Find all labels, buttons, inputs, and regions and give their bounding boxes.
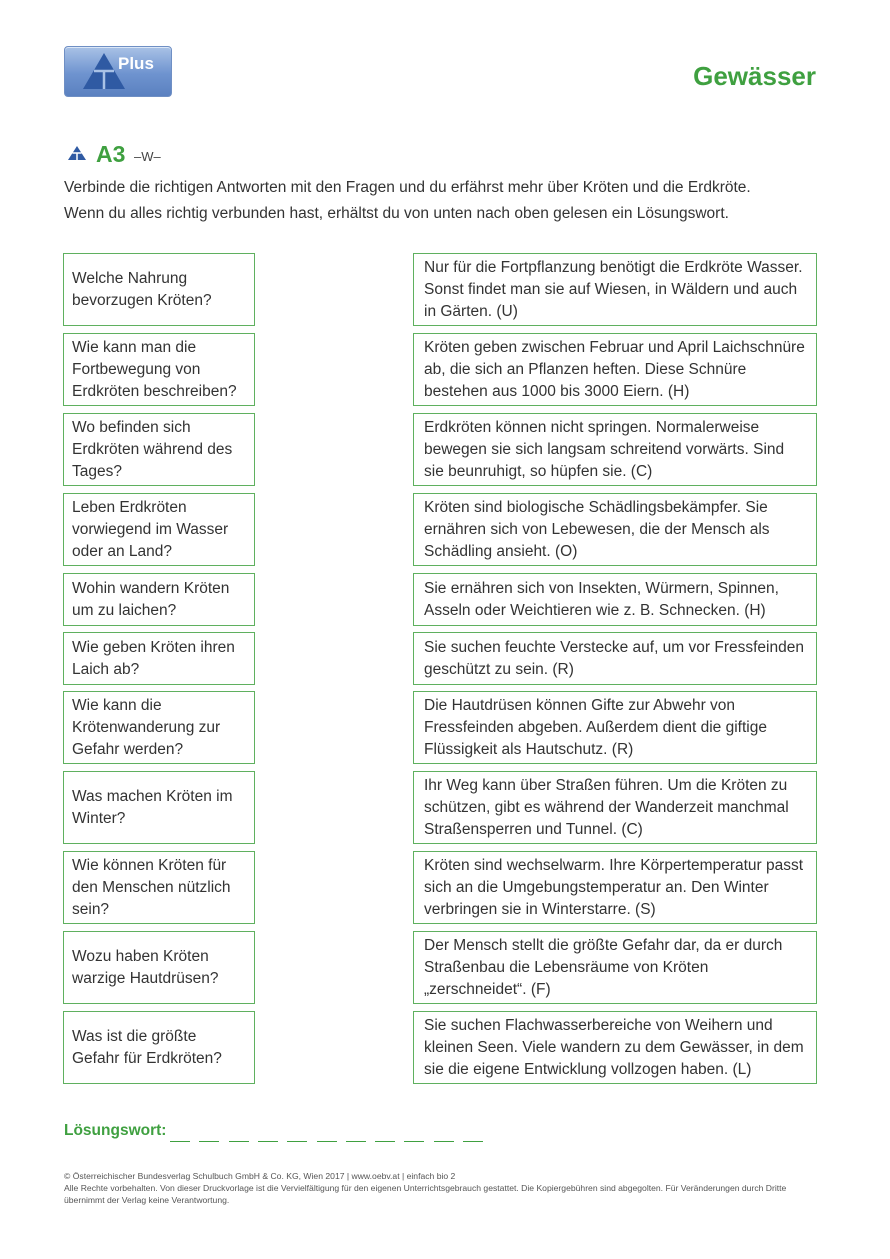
answer-box[interactable]: Erdkröten können nicht springen. Normalerweise bewegen sie sich langsam schreitend vorwärts. Sind sie beunruhigt, so hüpfen sie. (C)	[413, 413, 817, 486]
pyramid-icon	[68, 146, 86, 160]
answer-box[interactable]: Ihr Weg kann über Straßen führen. Um die Kröten zu schützen, gibt es während der Wanderzeit manchmal Straßensperren und Tunnel. (C)	[413, 771, 817, 844]
answer-box[interactable]: Die Hautdrüsen können Gifte zur Abwehr von Fressfeinden abgeben. Außerdem dient die giftige Flüssigkeit als Hautschutz. (R)	[413, 691, 817, 764]
question-box[interactable]: Wie kann die Krötenwanderung zur Gefahr werden?	[63, 691, 255, 764]
solution-blank[interactable]	[463, 1141, 483, 1142]
plus-logo	[64, 46, 172, 97]
question-box[interactable]: Wie kann man die Fortbewegung von Erdkröten beschreiben?	[63, 333, 255, 406]
footer	[64, 1170, 804, 1206]
question-box[interactable]: Wo befinden sich Erdkröten während des Tages?	[63, 413, 255, 486]
task-number: A3	[96, 141, 126, 167]
solution-blank[interactable]	[258, 1141, 278, 1142]
solution-blank[interactable]	[346, 1141, 366, 1142]
instruction-line: Verbinde die richtigen Antworten mit den Fragen und du erfährst mehr über Kröten und die Erdkröte.	[64, 179, 751, 196]
question-box[interactable]: Wozu haben Kröten warzige Hautdrüsen?	[63, 931, 255, 1004]
instruction-line: Wenn du alles richtig verbunden hast, erhältst du von unten nach oben gelesen ein Lösungswort.	[64, 205, 729, 222]
task-code: –W–	[134, 149, 161, 164]
question-box[interactable]: Wie können Kröten für den Menschen nützlich sein?	[63, 851, 255, 924]
task-instructions	[64, 175, 834, 227]
footer-copyright: © Österreichischer Bundesverlag Schulbuch GmbH & Co. KG, Wien 2017 | www.oebv.at | einfach bio 2	[64, 1171, 456, 1181]
answer-box[interactable]: Kröten geben zwischen Februar und April Laichschnüre ab, die sich an Pflanzen heften. Diese Schnüre bestehen aus 1000 bis 3000 Eiern. (H)	[413, 333, 817, 406]
solution-blank[interactable]	[229, 1141, 249, 1142]
question-box[interactable]: Was ist die größte Gefahr für Erdkröten?	[63, 1011, 255, 1084]
answer-box[interactable]: Sie suchen feuchte Verstecke auf, um vor Fressfeinden geschützt zu sein. (R)	[413, 632, 817, 685]
solution-blank[interactable]	[404, 1141, 424, 1142]
question-box[interactable]: Was machen Kröten im Winter?	[63, 771, 255, 844]
solution-blank[interactable]	[317, 1141, 337, 1142]
solution-blank[interactable]	[375, 1141, 395, 1142]
solution-label: Lösungswort:	[64, 1122, 167, 1139]
answer-box[interactable]: Der Mensch stellt die größte Gefahr dar, da er durch Straßenbau die Lebensräume von Kröten „zerschneidet“. (F)	[413, 931, 817, 1004]
question-box[interactable]: Leben Erdkröten vorwiegend im Wasser oder an Land?	[63, 493, 255, 566]
question-box[interactable]: Welche Nahrung bevorzugen Kröten?	[63, 253, 255, 326]
solution-blank[interactable]	[199, 1141, 219, 1142]
page-title: Gewässer	[693, 61, 816, 91]
solution-blank[interactable]	[287, 1141, 307, 1142]
solution-word	[64, 1122, 166, 1140]
logo-text: Plus	[118, 54, 154, 73]
answer-box[interactable]: Nur für die Fortpflanzung benötigt die Erdkröte Wasser. Sonst findet man sie auf Wiesen, in Wäldern und auch in Gärten. (U)	[413, 253, 817, 326]
answer-box[interactable]: Sie ernähren sich von Insekten, Würmern, Spinnen, Asseln oder Weichtieren wie z. B. Schnecken. (H)	[413, 573, 817, 626]
solution-blank[interactable]	[170, 1141, 190, 1142]
question-box[interactable]: Wie geben Kröten ihren Laich ab?	[63, 632, 255, 685]
question-box[interactable]: Wohin wandern Kröten um zu laichen?	[63, 573, 255, 626]
solution-blank[interactable]	[434, 1141, 454, 1142]
footer-rights: Alle Rechte vorbehalten. Von dieser Druckvorlage ist die Vervielfältigung für den eigenen Unterrichtsgebrauch gestattet. Die Kopiergebühren sind abgegolten. Für Veränderungen durch Dritte übernimmt der Verlag keine Verantwortung.	[64, 1183, 787, 1205]
answer-box[interactable]: Kröten sind wechselwarm. Ihre Körpertemperatur passt sich an die Umgebungstemperatur an. Den Winter verbringen sie in Winterstarre. (S)	[413, 851, 817, 924]
answer-box[interactable]: Kröten sind biologische Schädlingsbekämpfer. Sie ernähren sich von Lebewesen, die der Mensch als Schädling ansieht. (O)	[413, 493, 817, 566]
answer-box[interactable]: Sie suchen Flachwasserbereiche von Weihern und kleinen Seen. Viele wandern zu dem Gewässer, in dem sie die eigene Entwicklung vollzogen haben. (L)	[413, 1011, 817, 1084]
